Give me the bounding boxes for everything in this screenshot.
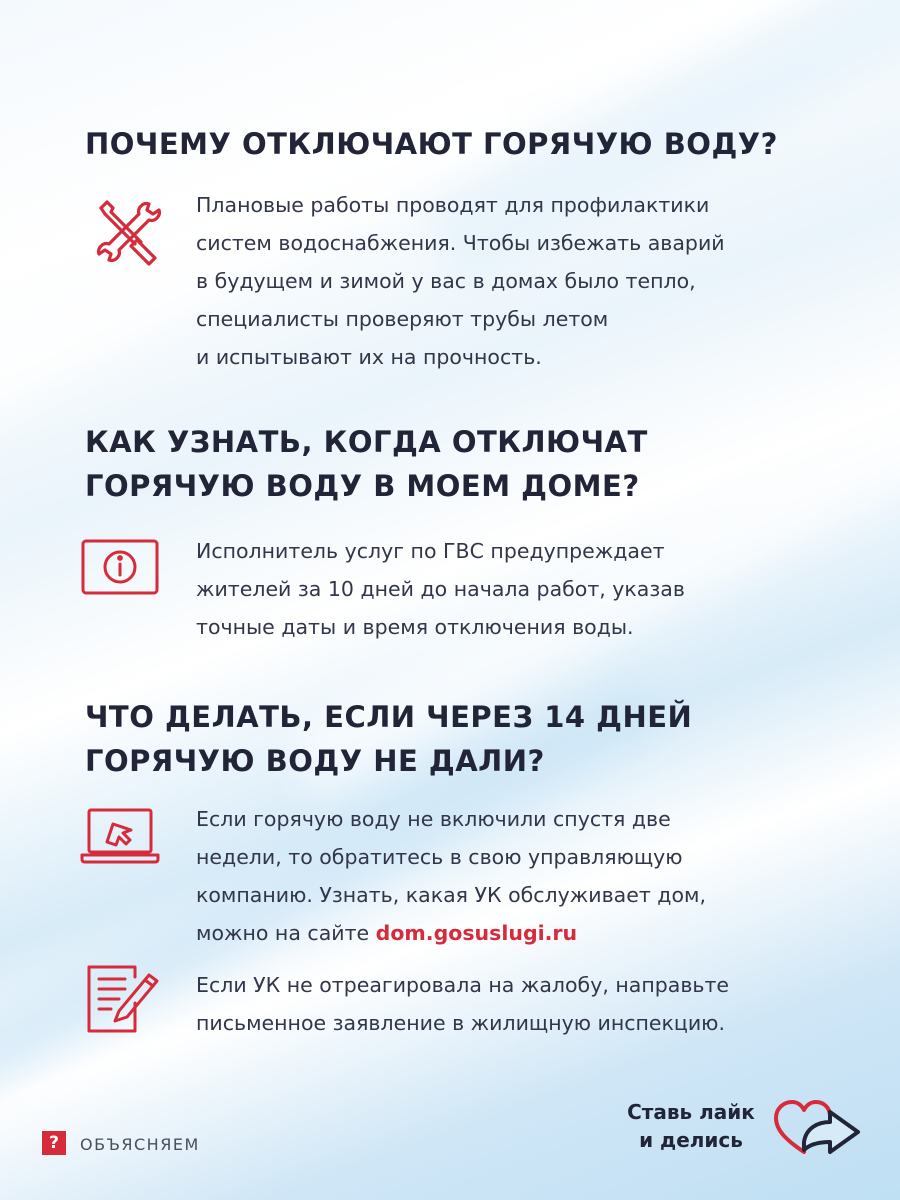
section-1-text-line: в будущем и зимой у вас в домах было тепло, bbox=[196, 269, 696, 293]
section-1-text-line: специалисты проверяют трубы летом bbox=[196, 307, 609, 331]
link-prefix: можно на сайте bbox=[196, 921, 376, 945]
heart-share-icon[interactable] bbox=[772, 1098, 864, 1162]
section-2-title-line: КАК УЗНАТЬ, КОГДА ОТКЛЮЧАТ bbox=[85, 425, 648, 459]
gosuslugi-link[interactable]: dom.gosuslugi.ru bbox=[375, 921, 578, 945]
section-1-text-line: и испытывают их на прочность. bbox=[196, 345, 542, 369]
section-1-title-line: ПОЧЕМУ ОТКЛЮЧАЮТ ГОРЯЧУЮ ВОДУ? bbox=[85, 127, 778, 161]
section-3-title bbox=[85, 695, 692, 783]
section-3-link-line bbox=[196, 914, 836, 952]
brand-name: ОБЪЯСНЯЕМ bbox=[80, 1135, 200, 1154]
info-icon bbox=[81, 539, 159, 595]
section-2-title-line: ГОРЯЧУЮ ВОДУ В МОЕМ ДОМЕ? bbox=[85, 469, 640, 503]
section-3-text-line: недели, то обратитесь в свою управляющую bbox=[196, 845, 683, 869]
brand-logo: ? bbox=[42, 1131, 66, 1155]
cta-line: Ставь лайк bbox=[627, 1100, 755, 1124]
tools-icon bbox=[93, 196, 165, 268]
section-2-text-line: жителей за 10 дней до начала работ, указав bbox=[196, 577, 685, 601]
section-3-text-line: компанию. Узнать, какая УК обслуживает дом, bbox=[196, 883, 706, 907]
like-share-cta bbox=[606, 1098, 776, 1154]
document-pen-icon bbox=[85, 963, 161, 1035]
section-3-text-line: Если УК не отреагировала на жалобу, направьте bbox=[196, 973, 730, 997]
section-1-text bbox=[196, 186, 836, 376]
section-1-title bbox=[85, 122, 778, 166]
section-3-text-1 bbox=[196, 800, 836, 952]
section-3-title-line: ЧТО ДЕЛАТЬ, ЕСЛИ ЧЕРЕЗ 14 ДНЕЙ bbox=[85, 700, 693, 734]
section-3-title-line: ГОРЯЧУЮ ВОДУ НЕ ДАЛИ? bbox=[85, 744, 545, 778]
laptop-cursor-icon bbox=[79, 807, 161, 865]
section-3-text-line: письменное заявление в жилищную инспекцию. bbox=[196, 1011, 725, 1035]
section-1-text-line: систем водоснабжения. Чтобы избежать аварий bbox=[196, 231, 725, 255]
section-1-text-line: Плановые работы проводят для профилактики bbox=[196, 193, 710, 217]
cta-line: и делись bbox=[639, 1128, 743, 1152]
section-2-title bbox=[85, 420, 648, 508]
section-2-text bbox=[196, 532, 836, 646]
section-2-text-line: точные даты и время отключения воды. bbox=[196, 615, 634, 639]
section-3-text-line: Если горячую воду не включили спустя две bbox=[196, 807, 671, 831]
section-3-text-2 bbox=[196, 966, 836, 1042]
section-2-text-line: Исполнитель услуг по ГВС предупреждает bbox=[196, 539, 665, 563]
